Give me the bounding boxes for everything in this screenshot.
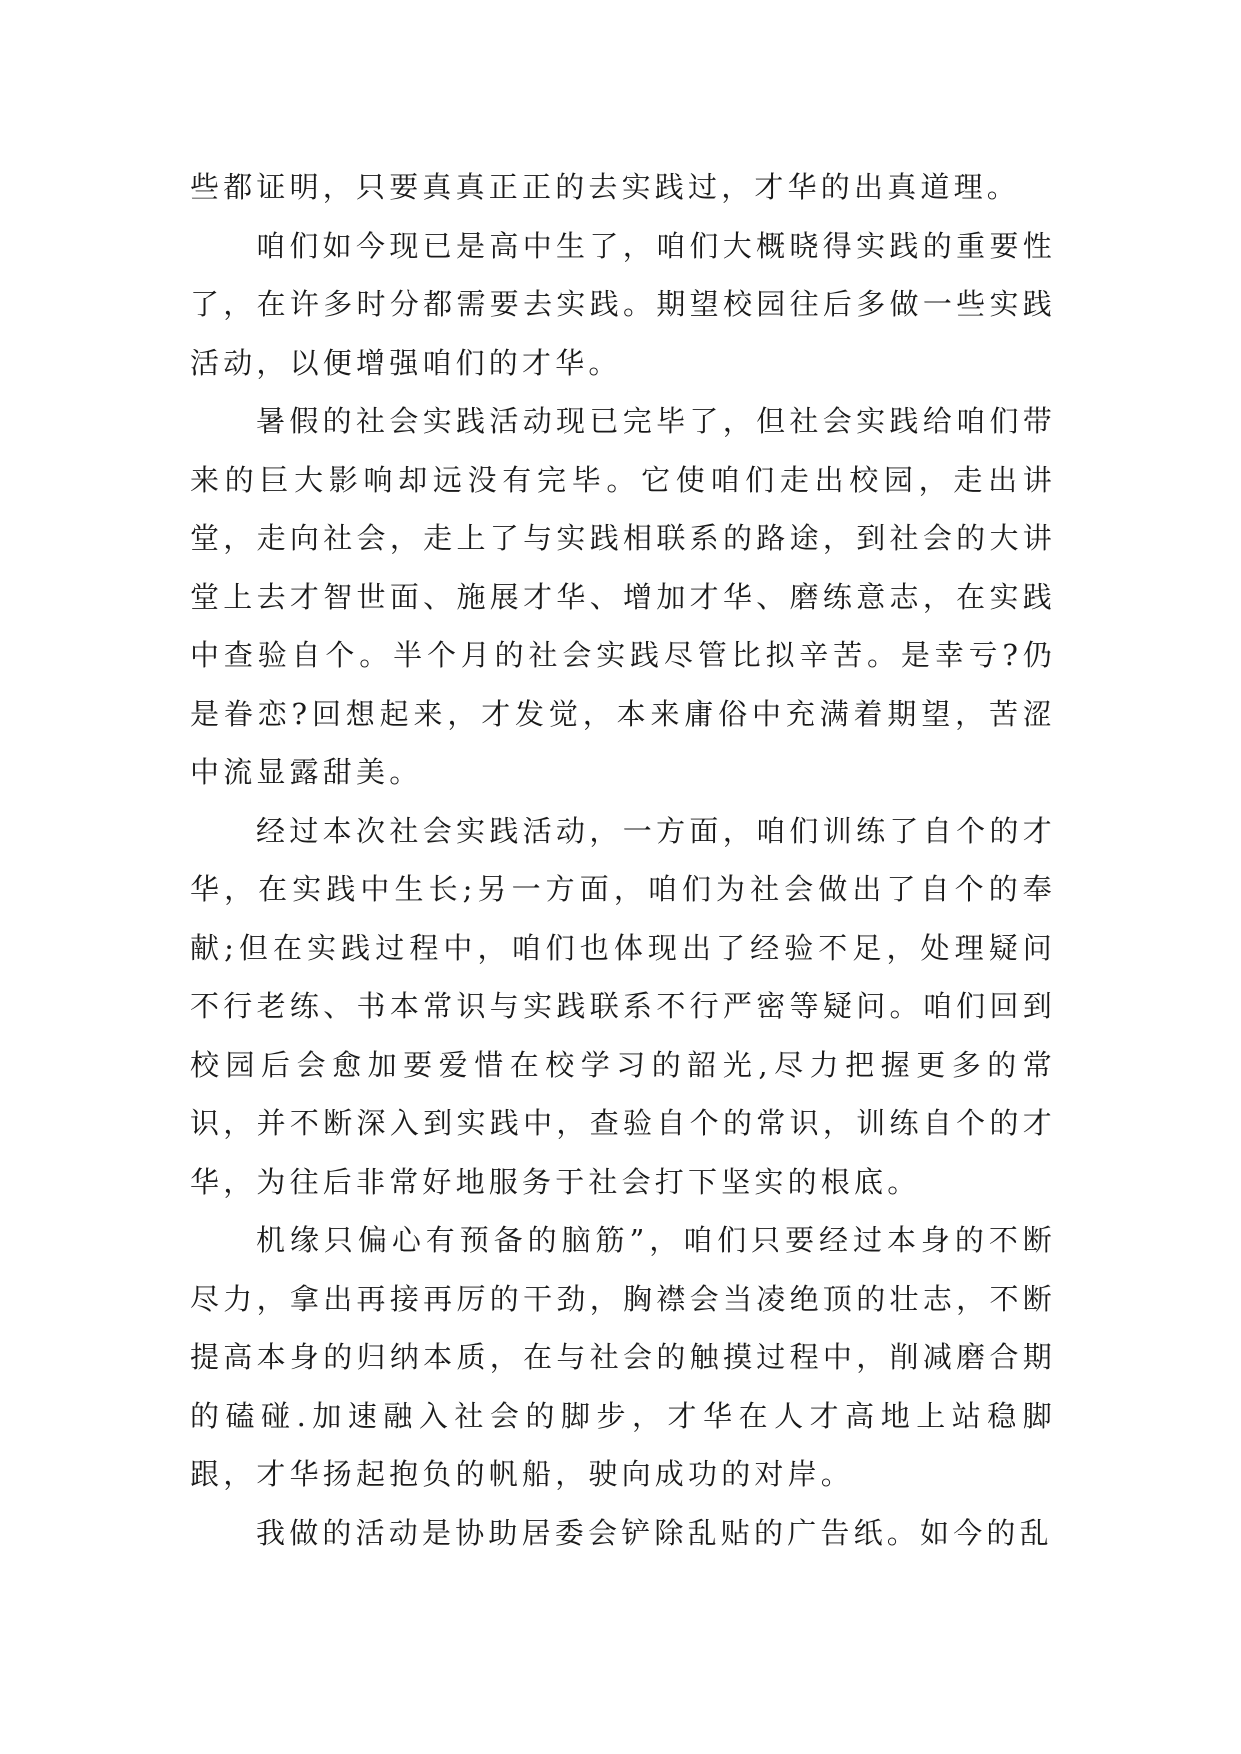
- paragraph-4: 经过本次社会实践活动，一方面，咱们训练了自个的才华，在实践中生长;另一方面，咱们为社会做出了自个的奉献;但在实践过程中，咱们也体现出了经验不足，处理疑问不行老练、书本常识与实践联系不行严密等疑问。咱们回到校园后会愈加要爱惜在校学习的韶光,尽力把握更多的常识，并不断深入到实践中，查验自个的常识，训练自个的才华，为往后非常好地服务于社会打下坚实的根底。: [190, 813, 1056, 1199]
- paragraph-3: 暑假的社会实践活动现已完毕了，但社会实践给咱们带来的巨大影响却远没有完毕。它使咱们走出校园，走出讲堂，走向社会，走上了与实践相联系的路途，到社会的大讲堂上去才智世面、施展才华、增加才华、磨练意志，在实践中查验自个。半个月的社会实践尽管比拟辛苦。是幸亏?仍是眷恋?回想起来，才发觉，本来庸俗中充满着期望，苦涩中流显露甜美。: [190, 404, 1056, 789]
- paragraph-5: 机缘只偏心有预备的脑筋”，咱们只要经过本身的不断尽力，拿出再接再厉的干劲，胸襟会当凌绝顶的壮志，不断提高本身的归纳本质，在与社会的触摸过程中，削减磨合期的磕碰.加速融入社会的脚步，才华在人才高地上站稳脚跟，才华扬起抱负的帆船，驶向成功的对岸。: [190, 1223, 1056, 1491]
- paragraph-2: 咱们如今现已是高中生了，咱们大概晓得实践的重要性了，在许多时分都需要去实践。期望校园往后多做一些实践活动，以便增强咱们的才华。: [190, 228, 1056, 380]
- paragraph-6: 我做的活动是协助居委会铲除乱贴的广告纸。如今的乱: [256, 1515, 1053, 1550]
- paragraph-1: 些都证明，只要真真正正的去实践过，才华的出真道理。: [190, 170, 1021, 204]
- document-body: [190, 158, 1056, 1562]
